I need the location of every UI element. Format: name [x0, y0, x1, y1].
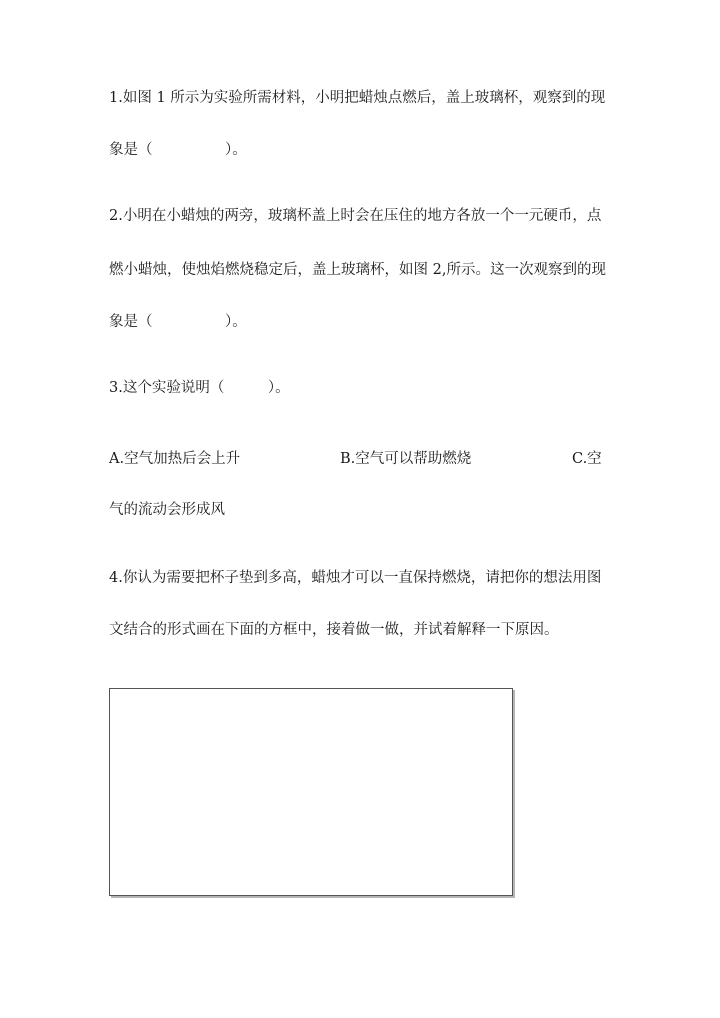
question-2-line-3: 象是（ ）。 — [109, 314, 247, 330]
question-2-line-1: 2.小明在小蜡烛的两旁，玻璃杯盖上时会在压住的地方各放一个一元硬币，点 — [109, 208, 602, 224]
question-2-line-2: 燃小蜡烛，使烛焰燃烧稳定后，盖上玻璃杯，如图 2,所示。这一次观察到的现 — [109, 262, 606, 278]
option-b: B.空气可以帮助燃烧 — [340, 451, 472, 467]
answer-drawing-box[interactable] — [109, 688, 513, 896]
option-c-end: 气的流动会形成风 — [109, 502, 225, 518]
question-4-line-1: 4.你认为需要把杯子垫到多高，蜡烛才可以一直保持燃烧，请把你的想法用图 — [109, 570, 602, 586]
option-a: A.空气加热后会上升 — [109, 451, 241, 467]
option-c-start: C.空 — [572, 451, 602, 467]
question-1-line-2: 象是（ ）。 — [109, 142, 247, 158]
question-3-stem: 3.这个实验说明（ ）。 — [109, 380, 290, 396]
question-1-line-1: 1.如图 1 所示为实验所需材料，小明把蜡烛点燃后，盖上玻璃杯，观察到的现 — [109, 90, 606, 106]
question-4-line-2: 文结合的形式画在下面的方框中，接着做一做，并试着解释一下原因。 — [109, 622, 559, 638]
